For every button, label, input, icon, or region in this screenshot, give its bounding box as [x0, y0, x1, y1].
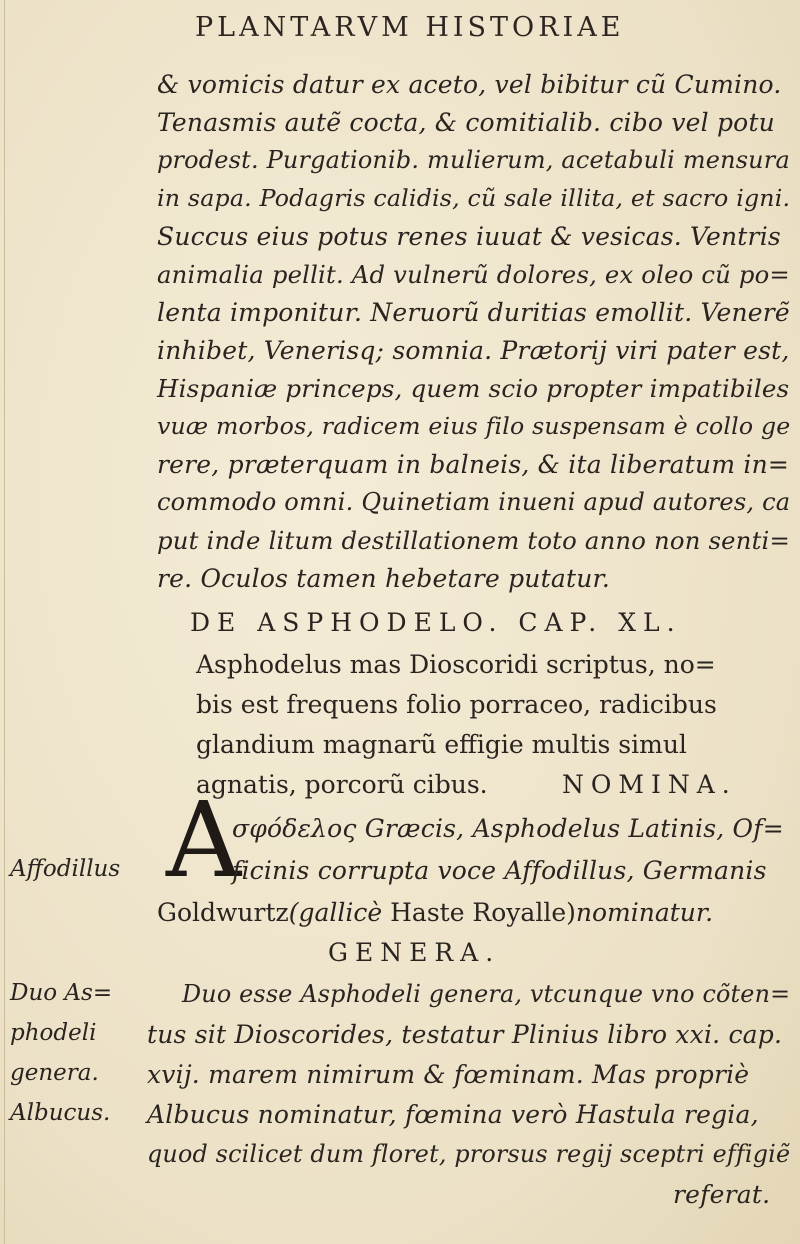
margin-note: genera.: [10, 1060, 99, 1086]
text-line: inhibet, Venerisq; somnia. Prætorij viri pater est,: [157, 336, 790, 365]
text-line: referat.: [673, 1180, 771, 1209]
text-line: animalia pellit. Ad vulnerũ dolores, ex oleo cũ po=: [157, 260, 790, 289]
text-line: prodest. Purgationib. mulierum, acetabuli mensura: [157, 146, 790, 174]
text-line: put inde litum destillationem toto anno non senti=: [157, 526, 791, 555]
text-line: bis est frequens folio porraceo, radicibus: [196, 690, 717, 719]
german-term: Goldwurtz: [157, 898, 289, 927]
text-line: glandium magnarũ effigie multis simul: [196, 730, 687, 759]
text-line: commodo omni. Quinetiam inueni apud autores, ca: [157, 488, 791, 516]
text-line: vuæ morbos, radicem eius filo suspensam è collo ge: [157, 412, 791, 440]
text-line: in sapa. Podagris calidis, cũ sale illita, et sacro igni.: [157, 184, 791, 212]
text-line: ficinis corrupta voce Affodillus, Germanis: [232, 856, 767, 885]
text-line: rere, præterquam in balneis, & ita liberatum in=: [157, 450, 790, 479]
nominatur-label: nominatur.: [575, 898, 714, 927]
text-line: & vomicis datur ex aceto, vel bibitur cũ Cumino.: [157, 70, 782, 99]
text-line: Tenasmis autẽ cocta, & comitialib. cibo vel potu: [157, 108, 775, 137]
running-header: PLANTARVM HISTORIAE: [195, 12, 625, 43]
text-line: agnatis, porcorũ cibus.: [196, 770, 488, 799]
gallice-label: (gallicè: [288, 898, 383, 927]
chapter-heading: DE ASPHODELO. CAP. XL.: [190, 608, 682, 637]
german-name: [157, 898, 713, 927]
margin-note: Affodillus: [10, 856, 121, 882]
margin-note: Albucus.: [10, 1100, 111, 1126]
text-line: quod scilicet dum floret, prorsus regij sceptri effigiẽ: [147, 1140, 791, 1168]
drop-cap-letter: A: [166, 779, 242, 901]
text-line: Asphodelus mas Dioscoridi scriptus, no=: [196, 650, 716, 679]
text-line: tus sit Dioscorides, testatur Plinius libro xxi. cap.: [147, 1020, 783, 1049]
margin-note: Duo As=: [10, 980, 113, 1006]
text-line: xvij. marem nimirum & fœminam. Mas propriè: [147, 1060, 750, 1089]
text-line: lenta imponitur. Neruorũ duritias emollit. Venerẽ: [157, 298, 790, 327]
text-line: Succus eius potus renes iuuat & vesicas. Ventris: [157, 222, 781, 251]
nomina-heading: NOMINA.: [562, 770, 737, 799]
text-line: Duo esse Asphodeli genera, vtcunque vno cõten=: [182, 980, 791, 1008]
french-term: Haste Royalle): [390, 898, 576, 927]
text-line: re. Oculos tamen hebetare putatur.: [157, 564, 611, 593]
genera-heading: GENERA.: [328, 938, 501, 967]
text-line: Albucus nominatur, fœmina verò Hastula regia,: [147, 1100, 759, 1129]
margin-note: phodeli: [10, 1020, 97, 1046]
text-line: Hispaniæ princeps, quem scio propter impatibiles: [157, 374, 790, 403]
page-gutter-line: [4, 0, 5, 1244]
text-line: σφόδελος Græcis, Asphodelus Latinis, Of=: [232, 814, 784, 843]
